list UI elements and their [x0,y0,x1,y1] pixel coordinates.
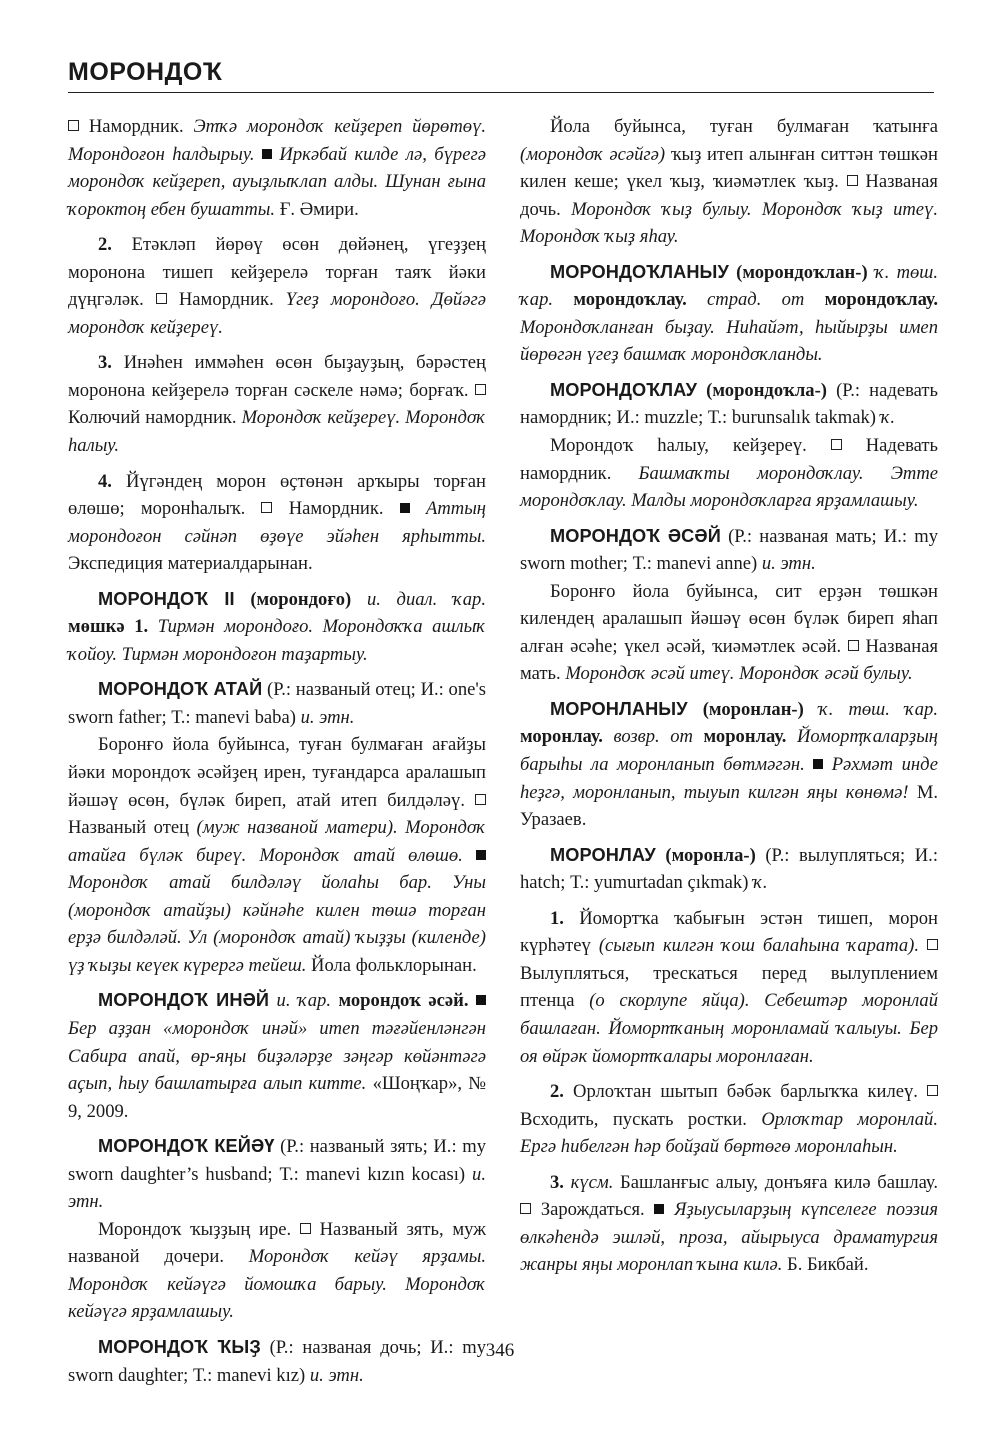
translation-square-icon [475,794,486,805]
translation-square-icon [831,439,842,450]
page-number: 346 [485,1340,515,1361]
translation-square-icon [261,502,272,513]
translation-square-icon [300,1223,311,1234]
entry-moronlau: МОРОНЛАУ (моронла-) (Р.: вылупляться; И.: hatch; Т.: yumurtadan çıkmak) ҡ. [520,844,938,894]
translation-square-icon [475,384,486,395]
entry-moronlau-sense-2: 2. Орлоҡтан шытып бәбәк барлыҡҡа килеү. Всходить, пускать ростки. Орлоҡтар моронлай. Ергә һибелгән һәр бойҙай бөртөгө моронлаһын. [520,1081,938,1158]
entry-morondoqlanyu: МОРОНДОҠЛАНЫУ (морондоҡлан-) ҡ. төш. ҡар. морондоҡлау. страд. от морондоҡлау. Морондоҡланған быҙау. Ниһайәт, һыйырҙы имеп йөрөгән үгеҙ башмаҡ морондоҡланды. [520,261,939,366]
citation-square-icon [476,850,486,860]
entry-morondoq-atai: МОРОНДОҠ АТАЙ (Р.: названый отец; И.: one's sworn father; Т.: manevi baba) и. этн. [68,679,486,728]
translation-square-icon [156,293,167,304]
entry-morondoq-inai: МОРОНДОҠ ИНӘЙ и. ҡар. морондоҡ әсәй. Бер аҙҙан «морондоҡ инәй» итеп тәғәйенләнгән Сабира апай, өр-яңы биҙәләрҙе зәңгәр көйәнтәгә аҫып, һыу башлатырға алып китте. «Шоңҡар», № 9, 2009. [68,990,486,1122]
entry-sense-1: Намордник. Этҡә морондоҡ кейҙереп йөрөтөү. Морондоғон һалдырыу. Иркәбай килде лә, бүрегә морондоҡ кейҙереп, ауыҙлыҡлап алды. Шунан ғына ҡороктоң ебен бушатты. Ғ. Әмири. [68,116,487,220]
citation-square-icon [476,995,486,1005]
entry-morondoq-qyz: МОРОНДОҠ ҠЫҘ (Р.: названая дочь; И.: my sworn daughter; Т.: manevi kız) и. этн. [68,1336,487,1386]
header-rule [68,92,934,93]
entry-morondoq-asai-definition: Боронғо йола буйынса, сит ерҙән төшкән килендең аралашып йәшәү өсөн бүләк биреп яһап алған әсәһе; үкел әсәй, ҡиәмәтлек әсәй. Названая мать. Морондоҡ әсәй итеү. Морондоҡ әсәй булыу. [520,580,939,685]
entry-sense-4: 4. Йүгәндең морон өҫтөнән арҡыры торған өлөшө; моронһалыҡ. Намордник. Аттың морондоғон сәйнәп өҙөүе эйәһен ярһытты. Экспедиция материалдарынан. [68,470,487,575]
entry-morondoq-asai: МОРОНДОҠ ӘСӘЙ (Р.: названая мать; И.: my sworn mother; Т.: manevi anne) и. этн. [520,525,938,575]
entry-morondoq-ii: МОРОНДОҠ II (морондоғо) и. диал. ҡар. мөшкә 1. Тирмән морондоғо. Морондоҡҡа ашлыҡ ҡойоу. Тирмән морондоғон таҙартыу. [68,588,487,665]
entry-morondoq-keyau: МОРОНДОҠ КЕЙӘҮ (Р.: названый зять; И.: my sworn daughter’s husband; Т.: manevi kızın kocası) и. этн. [68,1136,486,1213]
citation-square-icon [262,149,272,159]
entry-morondoqlau: МОРОНДОҠЛАУ (морондоҡла-) (Р.: надевать намордник; И.: muzzle; Т.: burunsalık takmak) ҡ. [520,379,939,429]
entry-moronlau-sense-1: 1. Йомортҡа ҡабығын эстән тишеп, морон күрһәтеү (сығып килгән ҡош балаһына ҡарата). Вылупляться, трескаться перед вылуплением птенца (о скорлупе яйца). Себештәр моронлай башлаған. Йомортҡаның моронламай ҡалыуы. Бер оя өйрәк йомортҡалары моронлаған. [520,907,939,1067]
translation-square-icon [520,1203,531,1214]
translation-square-icon [927,939,938,950]
translation-square-icon [847,175,858,186]
entry-sense-2: 2. Етәкләп йөрөү өсөн дөйәнең, үгеҙҙең моронона тишеп кейҙерелә торған таяҡ йәки дүңгәләк. Намордник. Үгеҙ морондоғо. Дөйәгә морондоҡ кейҙереү. [68,234,486,338]
entry-morondoq-atai-definition: Боронғо йола буйынса, туған булмаған ағайҙы йәки морондоҡ әсәйҙең ирен, туғандарса аралашып йәшәү өсөн, бүләк биреп, атай итеп билдәләү. Названый отец (муж названой матери). Морондоҡ атайға бүләк биреү. Морондоҡ атай өлөшө. Морондоҡ атай билдәләү йолаһы бар. Уны (морондоҡ атайҙы) кәйнәһе килен төшә торған ерҙә билдәләй. Ул (морондоҡ атай) ҡыҙҙы (киленде) үҙ ҡыҙы кеүек күрергә тейеш. Йола фольклорынан. [68,734,486,976]
entry-moronlau-sense-3: 3. күсм. Башланғыс алыу, донъяға килә башлау. Зарождаться. Яҙыусыларҙың күпселеге поэзия өлкәһендә эшләй, проза, айырыуса драматургия жанры яңы моронлап ҡына килә. Б. Бикбай. [520,1171,938,1276]
entry-moronlanyu: МОРОНЛАНЫУ (моронлан-) ҡ. төш. ҡар. моронлау. возвр. от моронлау. Йоморҭҡаларҙың барыһы ла моронланып бөтмәгән. Рәхмәт инде һеҙгә, моронланып, тыуып килгән яңы көнөмә! М. Уразаев. [520,698,939,831]
running-header: МОРОНДОҠ [68,58,223,86]
entry-morondoq-keyau-definition: Морондоҡ ҡыҙҙың ире. Названый зять, муж названой дочери. Морондоҡ кейәү ярҙамы. Морондоҡ кейәүгә йомошҡа барыу. Морондоҡ кейәүгә ярҙамлашыу. [68,1218,487,1323]
translation-square-icon [68,120,79,131]
entry-morondoqlau-definition: Морондоҡ һалыу, кейҙереү. Надевать намордник. Башмаҡты морондоҡлау. Этте морондоҡлау. Малды морондоҡларға ярҙамлашыу. [520,435,938,512]
translation-square-icon [848,640,859,651]
translation-square-icon [927,1085,938,1096]
left-column [68,113,486,1389]
entry-morondoq-qyz-definition: Йола буйынса, туған булмаған ҡатынға (морондоҡ әсәйгә) ҡыҙ итеп алынған ситтән төшкән килен кеше; үкел ҡыҙ, ҡиәмәтлек ҡыҙ. Названая дочь. Морондоҡ ҡыҙ булыу. Морондоҡ ҡыҙ итеү. Морондоҡ ҡыҙ яһау. [520,116,938,248]
right-column [520,113,938,1279]
citation-square-icon [813,759,823,769]
entry-sense-3: 3. Инәһен иммәһен өсөн быҙауҙың, бәрәстең моронона кейҙерелә торған сәскеле нәмә; борғаҡ. Колючий намордник. Морондоҡ кейҙереү. Морондоҡ һалыу. [68,352,486,457]
citation-square-icon [400,503,410,513]
citation-square-icon [654,1204,664,1214]
